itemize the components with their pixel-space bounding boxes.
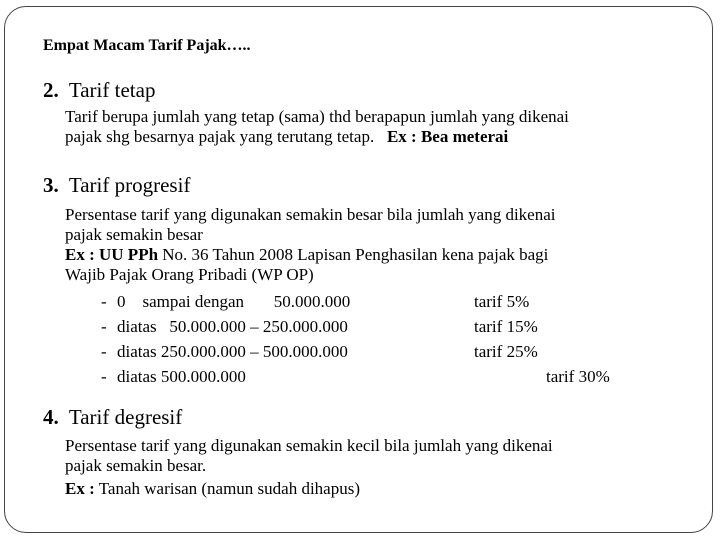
section-tarif-degresif-heading xyxy=(43,405,182,430)
bracket-row: - xyxy=(101,292,107,311)
text-line: Ex : Tanah warisan (namun sudah dihapus) xyxy=(65,479,360,498)
example-label: Ex : xyxy=(65,479,95,498)
text-line: Ex : UU PPh No. 36 Tahun 2008 Lapisan Penghasilan kena pajak bagi xyxy=(65,245,549,264)
text-line: pajak shg besarnya pajak yang terutang tetap. Ex : Bea meterai xyxy=(65,127,509,146)
section-tarif-progresif-heading xyxy=(43,173,190,198)
bracket-range: diatas 500.000.000 xyxy=(117,367,246,386)
bracket-range: diatas 250.000.000 – 500.000.000 xyxy=(117,342,348,361)
bracket-row: - xyxy=(101,317,107,336)
section-tarif-tetap-text xyxy=(65,107,569,147)
bracket-row: - xyxy=(101,367,107,386)
section-title: Tarif tetap xyxy=(68,78,156,102)
section-number: 4. xyxy=(43,405,59,429)
text-line: pajak semakin besar xyxy=(65,225,203,244)
bracket-rate: tarif 30% xyxy=(546,367,610,386)
section-number: 3. xyxy=(43,173,59,197)
bracket-row: - xyxy=(101,342,107,361)
slide-title: Empat Macam Tarif Pajak….. xyxy=(43,37,251,54)
example-label: Ex : UU PPh xyxy=(65,245,159,264)
text-line: Tarif berupa jumlah yang tetap (sama) thd berapapun jumlah yang dikenai xyxy=(65,107,569,126)
bracket-range: 0 sampai dengan 50.000.000 xyxy=(117,292,351,311)
section-title: Tarif degresif xyxy=(68,405,183,429)
section-title: Tarif progresif xyxy=(68,173,191,197)
text-line: pajak semakin besar. xyxy=(65,456,207,475)
bracket-range: diatas 50.000.000 – 250.000.000 xyxy=(117,317,348,336)
bracket-rate: tarif 15% xyxy=(474,317,538,336)
bracket-rate: tarif 25% xyxy=(474,342,538,361)
section-number: 2. xyxy=(43,78,59,102)
section-tarif-tetap-heading xyxy=(43,78,155,103)
text-line: Persentase tarif yang digunakan semakin kecil bila jumlah yang dikenai xyxy=(65,436,553,455)
example-label: Ex : Bea meterai xyxy=(386,127,509,146)
section-tarif-degresif-text xyxy=(65,436,553,499)
section-tarif-progresif-text xyxy=(65,205,556,285)
text-line: Wajib Pajak Orang Pribadi (WP OP) xyxy=(65,265,314,284)
text-line: Persentase tarif yang digunakan semakin besar bila jumlah yang dikenai xyxy=(65,205,556,224)
bracket-rate: tarif 5% xyxy=(474,292,530,311)
